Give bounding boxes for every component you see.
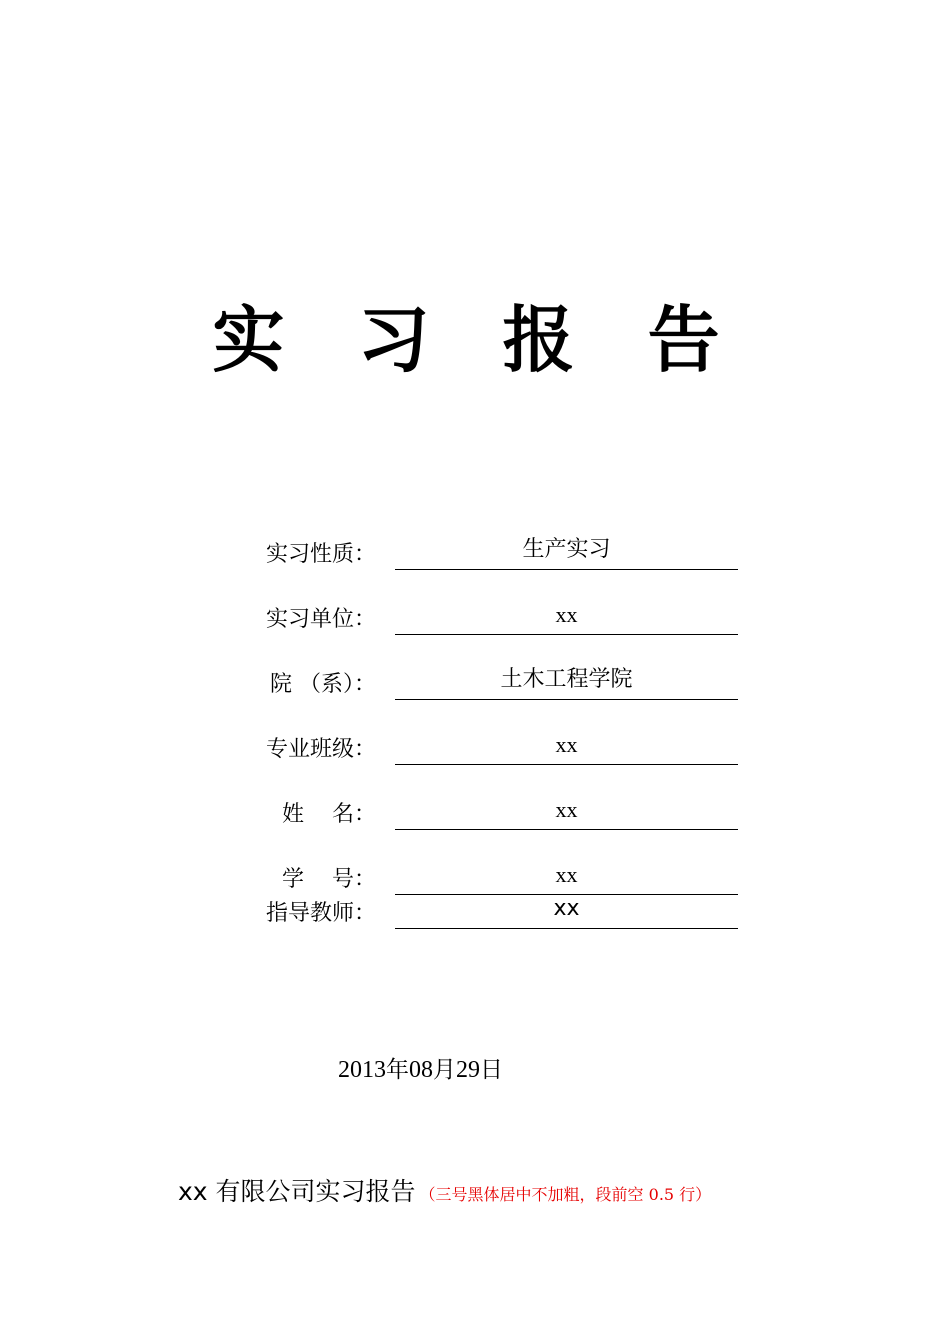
name-field[interactable]: xx <box>395 795 738 830</box>
advisor-field[interactable]: xx <box>395 894 738 929</box>
section-heading-text: xx 有限公司实习报告 <box>178 1177 416 1206</box>
major-class-field[interactable]: xx <box>395 730 738 765</box>
name-label: 姓 名： <box>282 802 376 827</box>
internship-unit-label: 实习单位： <box>265 607 376 632</box>
internship-type-field[interactable]: 生产实习 <box>395 535 738 570</box>
form-row-department <box>0 660 950 700</box>
advisor-label: 指导教师： <box>265 901 376 926</box>
date-month: 08 <box>409 1057 433 1083</box>
date-day-unit: 日 <box>480 1057 503 1083</box>
date-year: 2013 <box>338 1057 386 1083</box>
form-row-major-class <box>0 725 950 765</box>
department-label: 院 （系）： <box>270 672 376 697</box>
form-row-name <box>0 790 950 830</box>
formatting-note: （三号黑体居中不加粗，段前空 0.5 行） <box>419 1185 712 1204</box>
internship-unit-field[interactable]: xx <box>395 600 738 635</box>
internship-type-label: 实习性质： <box>265 542 376 567</box>
form-row-advisor <box>0 889 950 929</box>
date-month-unit: 月 <box>433 1057 456 1083</box>
form-row-internship-unit <box>0 595 950 635</box>
report-date <box>338 1052 503 1088</box>
department-field[interactable]: 土木工程学院 <box>395 665 738 700</box>
report-title: 实 习 报 告 <box>212 298 744 382</box>
form-row-internship-type <box>0 530 950 570</box>
date-year-unit: 年 <box>386 1057 409 1083</box>
section-heading <box>178 1174 711 1213</box>
date-day: 29 <box>456 1057 480 1083</box>
student-id-field[interactable]: xx <box>395 860 738 895</box>
major-class-label: 专业班级： <box>265 737 376 762</box>
student-id-label: 学 号： <box>282 867 376 892</box>
